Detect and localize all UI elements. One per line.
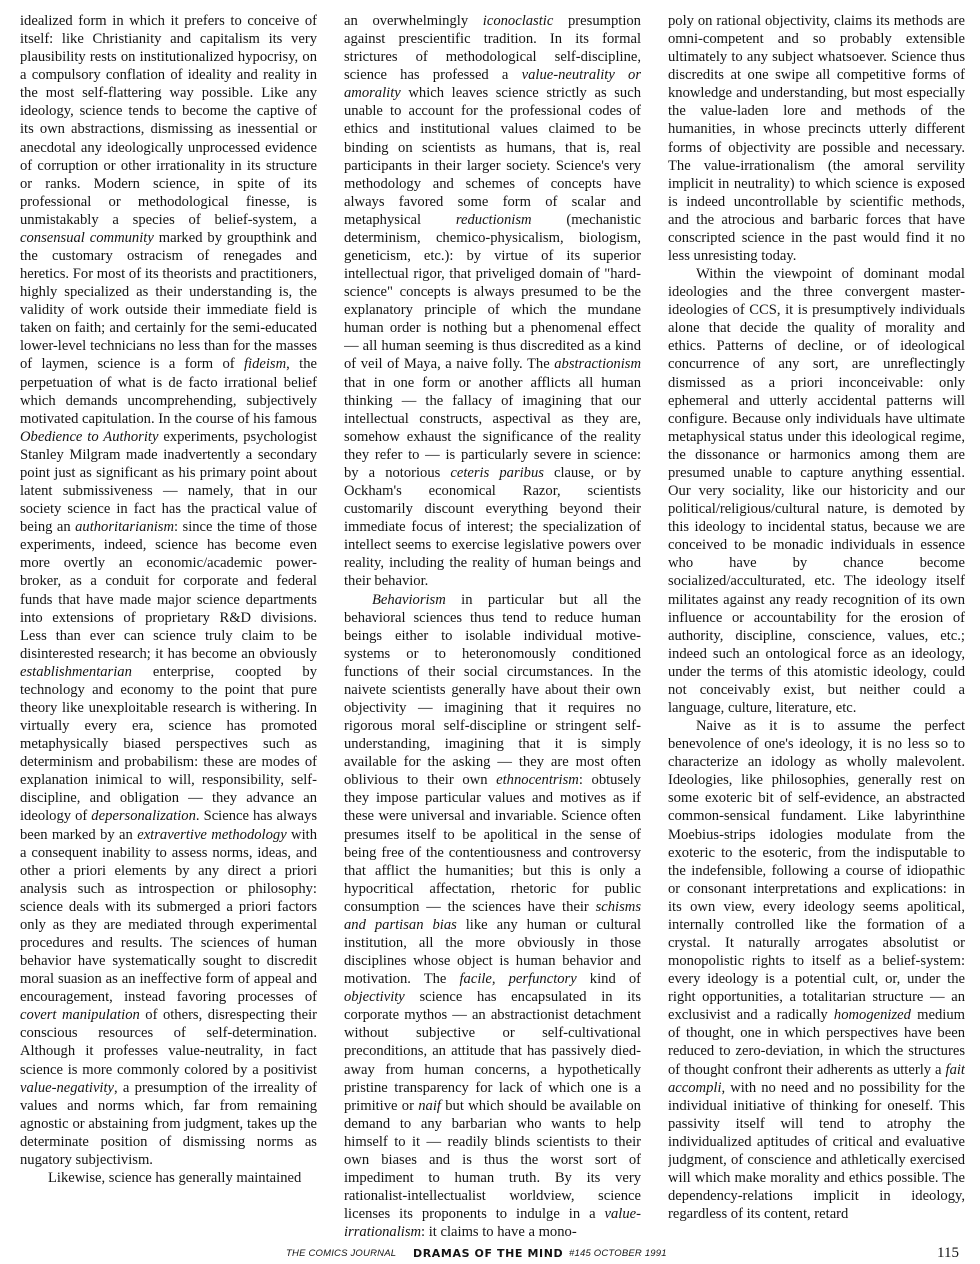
article-columns <box>20 12 965 1244</box>
text-run: with a consequent inability to assess norms, ideas, and other a priori elements by any direct a priori analysis such as introspection or philosophy: science deals with its submerged a priori factors only as they are mediated through experimental procedures and results. The sciences of human behavior have systematically sought to discredit moral suasion as an ineffective form of appeal and encouragement, instead favoring processes of <box>20 826 317 1006</box>
italic-phrase: value-neutrality or amorality <box>344 67 641 102</box>
text-run: which leaves science strictly as such unable to account for the professional codes of ethics and institutional values claimed to be binding on scientists as humans, that is, real participants in their larger society. Science's very methodology and schemes of concepts have always favored some form of scalar and metaphysical <box>344 85 641 228</box>
italic-phrase: reductionism <box>455 211 532 228</box>
text-column-2 <box>344 12 641 1244</box>
italic-phrase: Behaviorism <box>372 591 446 608</box>
text-run: that in one form or another afflicts all human thinking — the fallacy of imagining that our intellectual constructs, aspectival as they are, somehow exhaust the significance of the reality they refer to — is particularly severe in science: by a notorious <box>344 374 641 481</box>
text-run: science has encapsulated in its corporate mythos — an abstractionist detachment without subjective or self-cultivational preconditions, an attitude that has passively died-away from human concerns, a hypothetically pristine transparency for lack of which one is a primitive or <box>344 989 641 1114</box>
italic-phrase: establishmentarian <box>20 663 132 680</box>
italic-phrase: value-negativity <box>20 1079 115 1096</box>
text-run: poly on rational objectivity, claims its methods are omni-competent and so probably extensible ultimately to any subject whatsoever. Science thus discredits at one swipe all competitive forms of knowledge and understanding, but most especially the value-laden lore and methods of the humanities, in whose precincts utterly different forms of objectivity are possible and necessary. The value-irrationalism (the amoral servility implicit in neutrality) to which science is exposed is indeed uncontrollable by scientific methods, and the atrocious and barbaric forces that have conscripted science in the past would find it no less unresisting today. <box>668 13 965 265</box>
paragraph <box>668 717 965 1223</box>
text-run: , with no need and no possibility for the individual initiative of thinking for oneself. This passivity itself will tend to atrophy the individualized aptitudes of critical and evaluative judgment, of conscience and athletically exercised will which make morality and ethics possible. The dependency-relations implicit in ideology, regardless of its content, retard <box>668 1079 965 1223</box>
text-run: , the perpetuation of what is de facto irrational belief which demands uncomprehending, subjectively motivated capitulation. In the course of his famous <box>20 356 317 427</box>
text-run: experiments, psychologist Stanley Milgram made inadvertently a secondary point just as significant as his primary point about latent submissiveness — namely, that in our society science in fact has the practical value of being an <box>20 428 317 536</box>
footer-magazine-name: THE COMICS JOURNAL <box>286 1248 397 1259</box>
magazine-page <box>20 12 965 1262</box>
text-run: but which should be available on demand to any barbarian who wants to help himself to it — readily blinds scientists to their own biases and is thus the worst sort of impediment to human truth. By its very rationalist-intellectualist worldview, science licenses its proponents to indulge in a <box>344 1097 641 1223</box>
italic-phrase: Obedience to Authority <box>20 428 159 445</box>
text-run: like any human or cultural institution, all the more obviously in those disciplines whose object is human behavior and motivation. The <box>344 916 641 988</box>
text-column-3 <box>668 12 965 1244</box>
italic-phrase: covert manipulation <box>20 1007 140 1024</box>
text-run: presumption against prescientific tradition. In its formal strictures of methodological self-discipline, science has professed a <box>344 13 641 84</box>
text-run: Within the viewpoint of dominant modal ideologies and the three convergent master-ideologies of CCS, it is presumptively individuals alone that decide the quality of morality and ethics. Patterns of decline, or of ideological concurrence of any sort, are unreflectingly dismissed as a priori inconceivable: only ephemeral and utterly accidental patterns will configure. Because only individuals have ultimate metaphysical status under this ideological regime, the dissonance or harmonics among them are presumed unable to capture anything essential. Our very sociality, like our historicity and our political/religious/cultural nature, is demoted by this ideology to incidental status, because we are conceived to be monadic individuals in essence who have by chance become socialized/acculturated, etc. The ideology itself militates against any ready recognition of its own influence or accountability for the erosion of authority, discipline, conscience, values, etc.; indeed such an ontological force as an ideology, under the terms of this atomistic ideology, could not conceivably exist, but neither could a language, culture, literature, etc. <box>668 266 965 716</box>
footer-article-title: DRAMAS OF THE MIND <box>413 1247 564 1260</box>
text-run: : since the time of those experiments, indeed, science has become even more overtly an economic/academic power-broker, as a conduit for corporate and federal funds that have made major science departments into extensions of proprietary R&D divisions. Less than ever can science truly claim to be disinterested research; it has become an obviously <box>20 519 317 662</box>
italic-phrase: abstractionism <box>554 356 641 373</box>
text-run: : it claims to have a mono- <box>421 1224 577 1241</box>
text-run: , a presumption of the irreality of values and norms which, far from remaining agnostic or abstaining from judgment, takes up the determinate position of dismissing norms as nugatory subjectivism. <box>20 1079 317 1168</box>
italic-phrase: fait accompli <box>668 1061 965 1096</box>
paragraph <box>668 265 965 717</box>
italic-phrase: objectivity <box>344 989 405 1006</box>
paragraph <box>668 12 965 265</box>
italic-phrase: ceteris paribus <box>450 464 544 481</box>
paragraph <box>20 1169 317 1187</box>
italic-phrase: iconoclastic <box>482 13 554 29</box>
text-run: : obtusely they impose particular values and motives as if these were universal and invariable. Science often presumes itself to be apolitical in the sense of being free of the contentiousness and controversy that afflict the humanities; but this is only a hypocritical affectation, rhetoric for public consumption — the sciences have their <box>344 772 641 915</box>
italic-phrase: consensual community <box>20 229 154 246</box>
text-run: an overwhelmingly <box>344 13 483 29</box>
text-run: enterprise, coopted by technology and economy to the point that pure theory like unexploitable research is withering. In virtually every era, science has promoted metaphysically biased perspectives such as determinism and probabilism: these are modes of explanation inimical to will, responsibility, self-discipline, and obligation — they advance an ideology of <box>20 663 317 825</box>
text-run: (mechanistic determinism, chemico-physicalism, biologism, geneticism, etc.): by virtue of its superior intellectual rigor, that priveliged domain of "hard-science" concepts is always presumed to be the explanatory principle of which the mundane human order is nothing but a phenomenal effect — all human seeming is thus discredited as a kind of veil of Maya, a naive folly. The <box>344 211 641 373</box>
paragraph <box>20 12 317 1169</box>
text-run: of others, disrespecting their conscious resources of self-determination. Although it professes value-neutrality, in fact science is more commonly colored by a positivist <box>20 1007 317 1078</box>
italic-phrase: fideism <box>243 356 287 373</box>
text-run: kind of <box>576 971 641 988</box>
italic-phrase: extravertive methodology <box>137 826 287 843</box>
footer-issue-date: #145 OCTOBER 1991 <box>569 1248 667 1259</box>
italic-phrase: authoritarianism <box>75 519 175 536</box>
italic-phrase: schisms and partisan bias <box>344 898 641 933</box>
italic-phrase: homogenized <box>833 1007 911 1024</box>
italic-phrase: ethnocentrism <box>496 772 579 789</box>
italic-phrase: value-irrationalism <box>344 1206 641 1241</box>
text-run: Naive as it is to assume the perfect benevolence of one's ideology, it is no less so to characterize an idology as wholly malevolent. Ideologies, like philosophies, generally rest on some exoteric bit of self-evidence, an abstracted common-sensical fundament. Like labyrinthine Moebius-strips idologies modulate from the exoteric to the esoteric, from the indisputable to the indefensible, following a course of idiopathic or consonant interpretations and explications: in its own view, every ideology seems apolitical, internally controlled like the formation of a crystal. It naturally arrogates absolutist or monopolistic rights to itself as a belief-system: every ideology is a potential cult, or, under the right opportunities, a totalitarian structure — an exclusivist and a radically <box>668 718 965 1024</box>
paragraph <box>344 591 641 1242</box>
text-run: . Science has always been marked by an <box>20 808 317 843</box>
italic-phrase: naif <box>418 1097 441 1114</box>
italic-phrase: depersonalization <box>91 808 196 825</box>
text-run: in particular but all the behavioral sciences thus tend to reduce human beings either to isolable individual motive-systems or to heteronomously conditioned functions of their social circumstances. In the naivete scientists generally have about their own objectivity — imagining that it requires no rigorous moral self-discipline or stringent self-understanding, imagining that it is simply available for the asking — they are most often oblivious to their own <box>344 591 641 789</box>
text-run: clause, or by Ockham's economical Razor, scientists customarily discount everything beyond their immediate focus of interest; the specialization of intellect seems to exercise legislative powers over reality, including the reality of human beings and their behavior. <box>344 464 641 590</box>
text-run: Likewise, science has generally maintained <box>48 1170 302 1186</box>
italic-phrase: facile, perfunctory <box>459 971 577 988</box>
text-run: medium of thought, one in which perspectives have been reduced to zero-deviation, in which the structures of thought confront their adherents as utterly a <box>668 1007 965 1078</box>
paragraph <box>344 12 641 591</box>
text-run: idealized form in which it prefers to conceive of itself: like Christianity and capitalism its very plausibility rests on institutionalized hypocrisy, on a compulsory conflation of ideality and reality in the most self-flattering way possible. Like any ideology, science tends to become the captive of its own abstractions, dismissing as inessential or anecdotal any ideologically unprocessed evidence of corruption or other irrationality in its structure or ranks. Modern science, in spite of its professional or methodological finesse, is unmistakably a species of belief-system, a <box>20 13 317 228</box>
page-number: 115 <box>937 1245 959 1261</box>
text-run: marked by groupthink and the customary ostracism of renegades and heretics. For most of its theorists and practitioners, highly specialized as their understanding is, the validity of work outside their immediate field is taken on faith; and certainly for the semi-educated lower-level technicians no less than for the masses of laymen, science is a form of <box>20 229 317 373</box>
text-column-1 <box>20 12 317 1244</box>
